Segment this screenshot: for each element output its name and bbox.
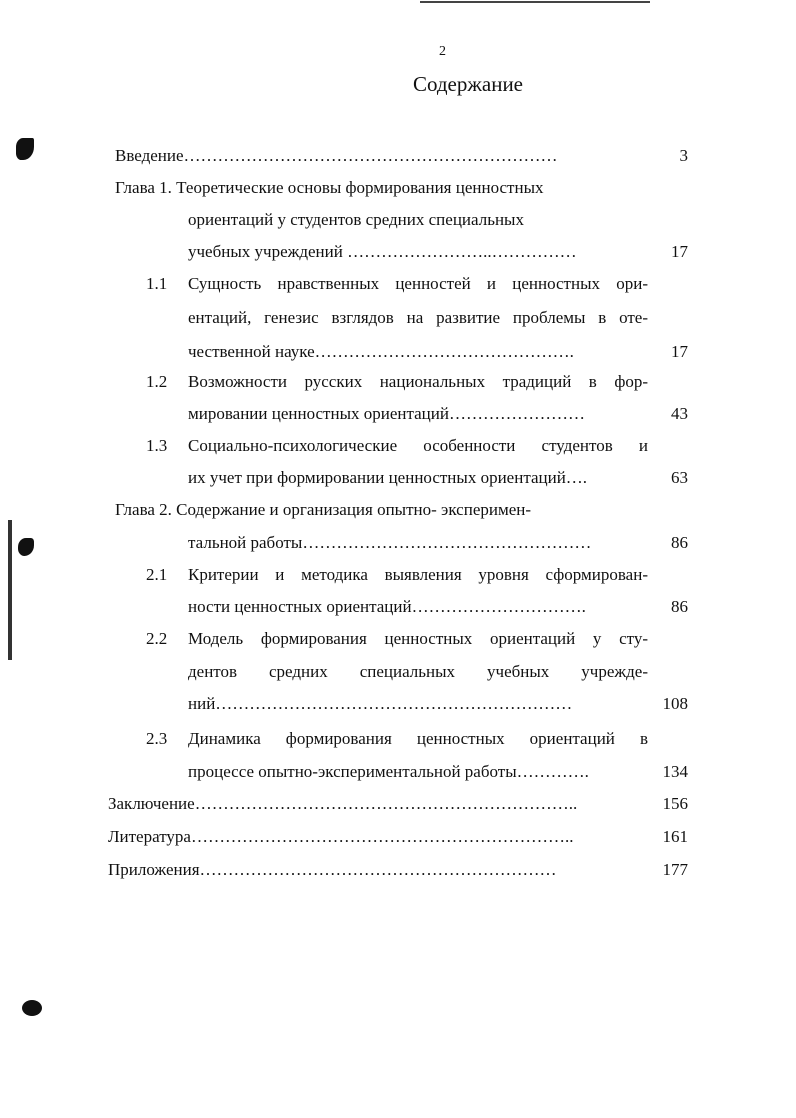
toc-label: учебных учреждений: [188, 242, 343, 261]
toc-label: Приложения: [108, 860, 200, 879]
toc-section-2-3-line2: [188, 762, 589, 782]
toc-section-2-2-line3: [188, 694, 643, 714]
toc-page: 108: [662, 694, 688, 713]
section-number: 1.1: [146, 274, 168, 293]
toc-leader: ……………………: [448, 404, 585, 423]
toc-section-1-2-line2: [188, 404, 638, 424]
toc-section-1-1-line3: [188, 342, 638, 362]
toc-page: 3: [679, 146, 688, 165]
toc-section-1-3-line2: [188, 468, 587, 488]
section-number: 2.1: [146, 565, 168, 584]
toc-leader: ………………………….: [411, 597, 586, 616]
toc-section-1-3-line1: Социально-психологические особенности студентов и: [188, 436, 648, 455]
toc-entry-literature: [108, 827, 573, 847]
toc-page: 177: [662, 860, 688, 879]
toc-leader: …………………………………………………………..: [194, 794, 578, 813]
scan-edge-mark: [8, 520, 12, 660]
section-number: 2.3: [146, 729, 168, 748]
toc-leader: …………………………………………………………: [183, 146, 558, 165]
toc-chapter-1-line2: ориентаций у студентов средних специальных: [188, 210, 524, 229]
toc-chapter-1-line1: Глава 1. Теоретические основы формирования ценностных: [115, 178, 544, 197]
toc-label: тальной работы: [188, 533, 303, 552]
section-number: 2.2: [146, 629, 168, 648]
toc-label: чественной науке: [188, 342, 315, 361]
toc-chapter-1-line3: [188, 242, 643, 262]
toc-section-2-3-line1: Динамика формирования ценностных ориентаций в: [188, 729, 648, 748]
toc-leader: ….: [565, 468, 588, 487]
scan-line-top: [420, 1, 650, 3]
toc-label: ности ценностных ориентаций: [188, 597, 412, 616]
toc-page: 161: [662, 827, 688, 846]
toc-page: 156: [662, 794, 688, 813]
toc-leader: ………………………………………………………: [199, 860, 557, 879]
toc-page: 134: [662, 762, 688, 781]
section-number: 1.2: [146, 372, 168, 391]
toc-chapter-2-line2: [188, 533, 643, 553]
toc-section-2-1-line2: [188, 597, 638, 617]
toc-chapter-2-line1: Глава 2. Содержание и организация опытно- эксперимен-: [115, 500, 532, 519]
punch-hole-mark: [16, 138, 34, 160]
section-number: 1.3: [146, 436, 168, 455]
toc-leader: ………………………………………………………: [215, 694, 573, 713]
toc-label: мировании ценностных ориентаций: [188, 404, 449, 423]
toc-label: Введение: [115, 146, 184, 165]
toc-page: 17: [671, 242, 688, 261]
toc-leader: ……………………………………….: [314, 342, 574, 361]
toc-section-2-2-line1: Модель формирования ценностных ориентаций у сту-: [188, 629, 648, 648]
page-number: 2: [439, 44, 446, 59]
toc-leader: ……………………..……………: [342, 242, 577, 261]
toc-label: Литература: [108, 827, 191, 846]
punch-hole-mark: [18, 538, 34, 556]
toc-label: Заключение: [108, 794, 195, 813]
toc-page: 86: [671, 533, 688, 552]
toc-section-1-1-line1: Сущность нравственных ценностей и ценностных ори-: [188, 274, 648, 293]
page-title: Содержание: [412, 72, 524, 96]
toc-leader: …………………………………………………………..: [190, 827, 574, 846]
punch-hole-mark: [22, 1000, 42, 1016]
toc-page: 17: [671, 342, 688, 361]
toc-label: процессе опытно-экспериментальной работы: [188, 762, 517, 781]
toc-section-1-1-line2: ентаций, генезис взглядов на развитие проблемы в оте-: [188, 308, 648, 327]
toc-page: 86: [671, 597, 688, 616]
toc-section-2-1-line1: Критерии и методика выявления уровня сформирован-: [188, 565, 648, 584]
toc-entry-intro: [115, 146, 635, 166]
toc-label: их учет при формировании ценностных ориентаций: [188, 468, 566, 487]
toc-entry-conclusion: [108, 794, 577, 814]
toc-page: 43: [671, 404, 688, 423]
toc-leader: ……………………………………………: [302, 533, 592, 552]
toc-leader: ………….: [516, 762, 589, 781]
toc-page: 63: [671, 468, 688, 487]
toc-section-2-2-line2: дентов средних специальных учебных учрежде-: [188, 662, 648, 681]
toc-section-1-2-line1: Возможности русских национальных традиций в фор-: [188, 372, 648, 391]
toc-entry-appendices: [108, 860, 557, 880]
toc-label: ний: [188, 694, 216, 713]
